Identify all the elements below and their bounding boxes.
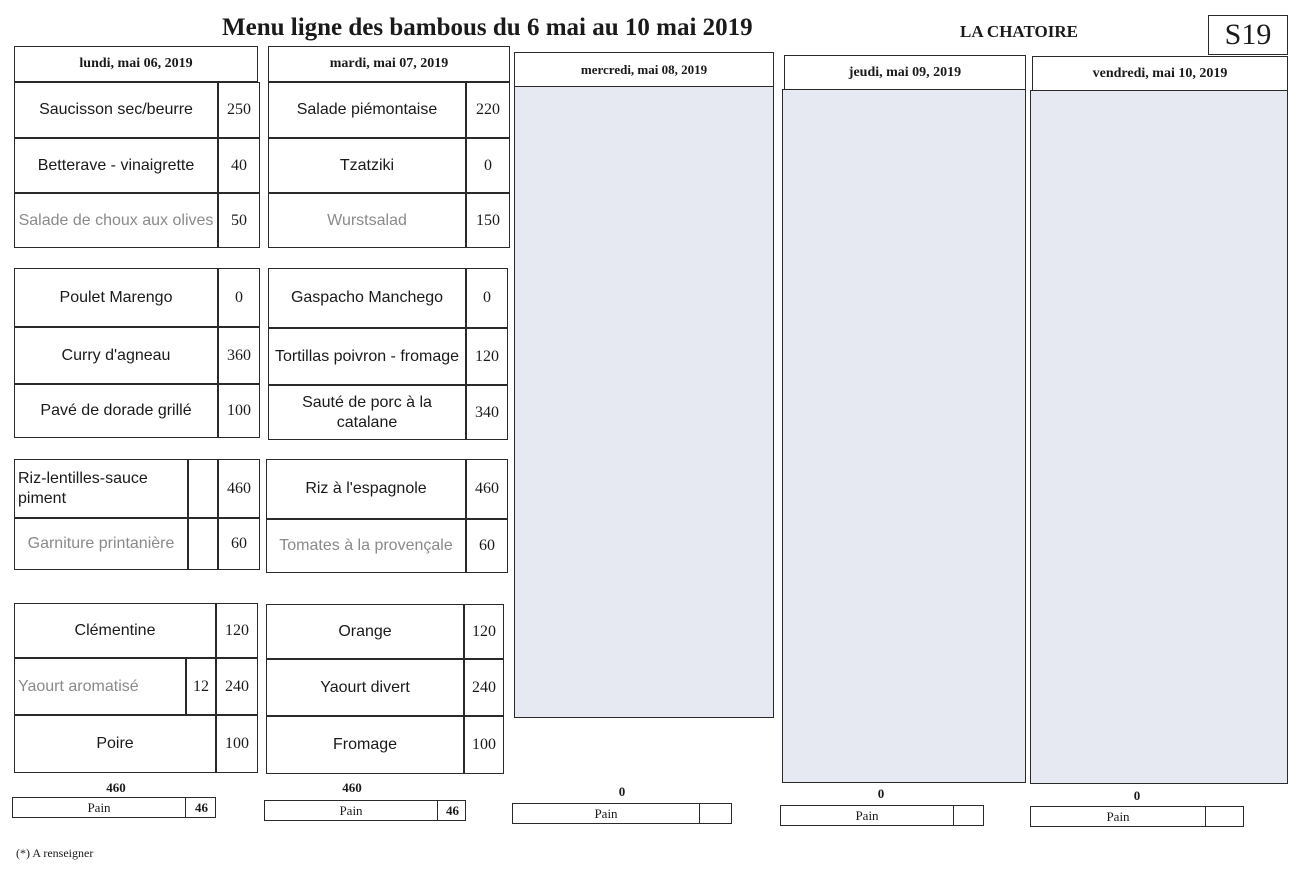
dish-name: Gaspacho Manchego [268, 268, 466, 328]
empty-cell [188, 518, 218, 570]
dish-qty: 120 [466, 328, 508, 385]
bread-qty [699, 804, 733, 823]
bread-row [264, 800, 466, 821]
day-header-monday: lundi, mai 06, 2019 [14, 46, 258, 82]
day-header-friday: vendredi, mai 10, 2019 [1032, 56, 1288, 92]
monday-mains [14, 268, 260, 438]
day-total: 0 [877, 786, 885, 801]
empty-menu-area [1030, 90, 1288, 784]
dish-name: Fromage [266, 716, 464, 774]
dish-qty: 100 [218, 384, 260, 438]
dish-qty: 40 [218, 138, 260, 193]
dish-qty: 460 [218, 459, 260, 518]
empty-cell [188, 459, 218, 518]
dish-qty: 120 [216, 603, 258, 658]
dish-qty: 50 [218, 193, 260, 248]
day-total: 460 [342, 780, 362, 795]
site-name: LA CHATOIRE [960, 22, 1078, 41]
dish-name: Salade piémontaise [268, 82, 466, 138]
dish-qty: 220 [466, 82, 510, 138]
dish-qty: 240 [216, 658, 258, 715]
dish-qty: 0 [466, 268, 508, 328]
dish-qty: 360 [218, 327, 260, 384]
dish-qty: 60 [218, 518, 260, 570]
dish-qty: 250 [218, 82, 260, 138]
monday-starters [14, 82, 260, 248]
bread-row [1030, 806, 1244, 827]
dish-name: Riz-lentilles-sauce piment [14, 459, 188, 518]
dish-name: Riz à l'espagnole [266, 459, 466, 519]
bread-label: Pain [339, 802, 363, 818]
dish-name: Poulet Marengo [14, 268, 218, 327]
dish-name: Pavé de dorade grillé [14, 384, 218, 438]
dish-qty: 0 [218, 268, 260, 327]
footnote: (*) A renseigner [16, 846, 94, 860]
dish-qty: 0 [466, 138, 510, 193]
day-total: 0 [1133, 788, 1141, 803]
dish-name: Orange [266, 604, 464, 659]
tuesday-desserts [266, 604, 504, 774]
monday-desserts [14, 603, 258, 773]
dish-qty: 120 [464, 604, 504, 659]
dish-qty: 460 [466, 459, 508, 519]
tuesday-mains [268, 268, 508, 440]
dish-name: Yaourt aromatisé [14, 658, 186, 715]
dish-qty: 60 [466, 519, 508, 573]
bread-label: Pain [594, 805, 618, 821]
dish-qty: 340 [466, 385, 508, 440]
dish-name: Tomates à la provençale [266, 519, 466, 573]
bread-label: Pain [855, 807, 879, 823]
dish-name: Tzatziki [268, 138, 466, 193]
dish-name: Garniture printanière [14, 518, 188, 570]
empty-menu-area [514, 86, 774, 718]
dish-name: Betterave - vinaigrette [14, 138, 218, 193]
dish-qty: 100 [216, 715, 258, 773]
bread-qty [1205, 807, 1245, 826]
day-total: 0 [618, 784, 626, 799]
bread-row [780, 805, 984, 826]
dish-name: Salade de choux aux olives [14, 193, 218, 248]
bread-row [12, 797, 216, 818]
bread-label: Pain [87, 799, 111, 815]
bread-label: Pain [1106, 808, 1130, 824]
day-header-tuesday: mardi, mai 07, 2019 [268, 46, 510, 82]
day-header-thursday: jeudi, mai 09, 2019 [784, 55, 1026, 91]
monday-sides [14, 459, 260, 570]
dish-name: Wurstsalad [268, 193, 466, 248]
day-total: 460 [106, 780, 126, 795]
bread-qty: 46 [185, 798, 217, 817]
dish-extra: 12 [186, 658, 216, 715]
week-badge: S19 [1208, 15, 1288, 55]
dish-name: Clémentine [14, 603, 216, 658]
page-title: Menu ligne des bambous du 6 mai au 10 mai 2019 [222, 14, 753, 41]
day-header-wednesday: mercredi, mai 08, 2019 [514, 52, 774, 88]
dish-name: Tortillas poivron - fromage [268, 328, 466, 385]
dish-name: Sauté de porc à la catalane [268, 385, 466, 440]
bread-row [512, 803, 732, 824]
dish-qty: 100 [464, 716, 504, 774]
tuesday-starters [268, 82, 510, 248]
tuesday-sides [266, 459, 508, 573]
dish-name: Curry d'agneau [14, 327, 218, 384]
dish-name: Saucisson sec/beurre [14, 82, 218, 138]
dish-qty: 150 [466, 193, 510, 248]
dish-name: Yaourt divert [266, 659, 464, 716]
dish-name: Poire [14, 715, 216, 773]
empty-menu-area [782, 89, 1026, 783]
bread-qty: 46 [437, 801, 467, 820]
dish-qty: 240 [464, 659, 504, 716]
bread-qty [953, 806, 985, 825]
